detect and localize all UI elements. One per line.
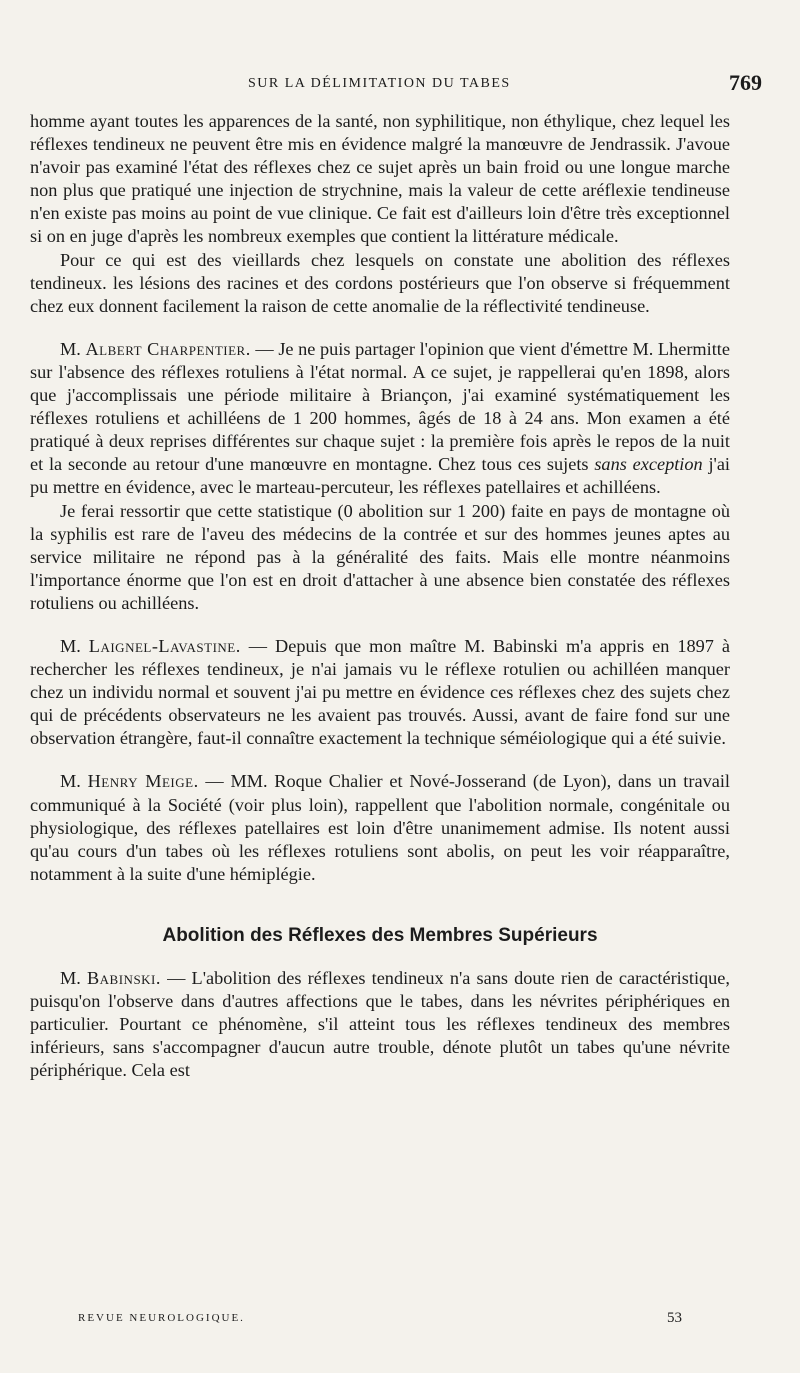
- page-number: 769: [729, 70, 762, 95]
- speaker-prefix: M.: [60, 635, 81, 656]
- speaker-name: Babinski.: [86, 968, 161, 988]
- intervention-laignel-lavastine: [30, 635, 730, 750]
- paragraph: Pour ce qui est des vieillards chez lesquels on constate une abolition des réflexes tendineux. les lésions des racines et des cordons postérieurs que l'on observe si fréquemment chez eux donnent facilement la raison de cette anomalie de la réflectivité tendineuse.: [30, 249, 730, 316]
- speaker-prefix: M.: [60, 771, 81, 792]
- signature-mark: 53: [667, 1310, 682, 1326]
- intervention-meige: [30, 770, 730, 885]
- speaker-name: Albert Charpentier.: [85, 338, 251, 359]
- emphasis-text: sans exception: [594, 454, 703, 475]
- section-title: Abolition des Réflexes des Membres Supérieurs: [162, 924, 598, 946]
- intervention-text: j'ai pu mettre en évidence, avec le marteau-percuteur, les réflexes patellaires et achilléens.: [30, 454, 731, 498]
- paragraph: Je ferai ressortir que cette statistique (0 abolition sur 1 200) faite en pays de montagne où la syphilis est rare de l'aveu des médecins de la contrée et sur des hommes jeunes aptes au service militaire ne répond pas à la généralité des faits. Mais elle montre néanmoins l'importance énorme que l'on est en droit d'attacher à une absence bien constatée des réflexes rotuliens ou achilléens.: [30, 500, 730, 613]
- journal-name: REVUE NEUROLOGIQUE.: [78, 1312, 245, 1324]
- intervention-text: — MM. Roque Chalier et Nové-Josserand (de Lyon), dans un travail communiqué à la Société (voir plus loin), rappellent que l'abolition normale, congénitale ou physiologique, des réflexes patellaires est loin d'être unanimement admise. Ils notent aussi qu'au cours d'un tabes où les réflexes rotuliens sont abolis, on peut les voir réapparaître, notamment à la suite d'une hémiplégie.: [30, 771, 730, 884]
- page-footer: [78, 1310, 682, 1332]
- running-title: SUR LA DÉLIMITATION DU TABES: [248, 76, 511, 91]
- intervention-text: — Depuis que mon maître M. Babinski m'a appris en 1897 à rechercher les réflexes tendineux, je n'ai jamais vu le réflexe rotulien ou achilléen manquer chez un individu normal et souvent j'ai pu mettre en évidence ces réflexes chez des sujets chez qui de précédents observateurs ne les avaient pas trouvés. Aussi, avant de faire fond sur une observation étrangère, faut-il connaître exactement la technique séméiologique qui a été suivie.: [30, 635, 730, 749]
- intervention-text: — Je ne puis partager l'opinion que vient d'émettre M. Lhermitte sur l'absence des réflexes rotuliens à l'état normal. A ce sujet, je rappellerai qu'en 1898, alors que j'accomplissais une période militaire à Briançon, j'ai examiné systématiquement les réflexes rotuliens et achilléens de 1 200 hommes, âgés de 18 à 24 ans. Mon examen a été pratiqué à deux reprises différentes sur chaque sujet : la première fois après le repos de la nuit et la seconde au retour d'une manœuvre en montagne. Chez tous ces sujets: [30, 338, 730, 475]
- intervention-charpentier: [30, 338, 730, 500]
- intervention-babinski: [30, 967, 730, 1082]
- intervention-text: — L'abolition des réflexes tendineux n'a sans doute rien de caractéristique, puisqu'on l'observe dans d'autres affections que le tabes, dans les névrites périphériques en particulier. Pourtant ce phénomène, s'il atteint tous les réflexes tendineux des membres inférieurs, sans s'accompagner d'aucun autre trouble, dénote plutôt un tabes qu'une névrite périphérique. Cela est: [30, 968, 730, 1081]
- page-header: [30, 70, 762, 102]
- speaker-prefix: M.: [60, 338, 81, 359]
- body-text: [30, 110, 730, 1082]
- speaker-name: Henry Meige.: [87, 771, 199, 792]
- speaker-name: Laignel-Lavastine.: [88, 635, 241, 656]
- paragraph-continued: homme ayant toutes les apparences de la santé, non syphilitique, non éthylique, chez lequel les réflexes tendineux ne peuvent être mis en évidence malgré la manœuvre de Jendrassik. J'avoue n'avoir pas examiné l'état des réflexes chez ce sujet après un bain froid ou une longue marche non plus que pratiqué une injection de strychnine, mais la valeur de cette aréflexie tendineuse n'en existe pas moins au point de vue clinique. Ce fait est d'ailleurs loin d'être très exceptionnel si on en juge d'après les nombreux exemples que contient la littérature médicale.: [30, 111, 730, 247]
- speaker-prefix: M.: [60, 968, 81, 988]
